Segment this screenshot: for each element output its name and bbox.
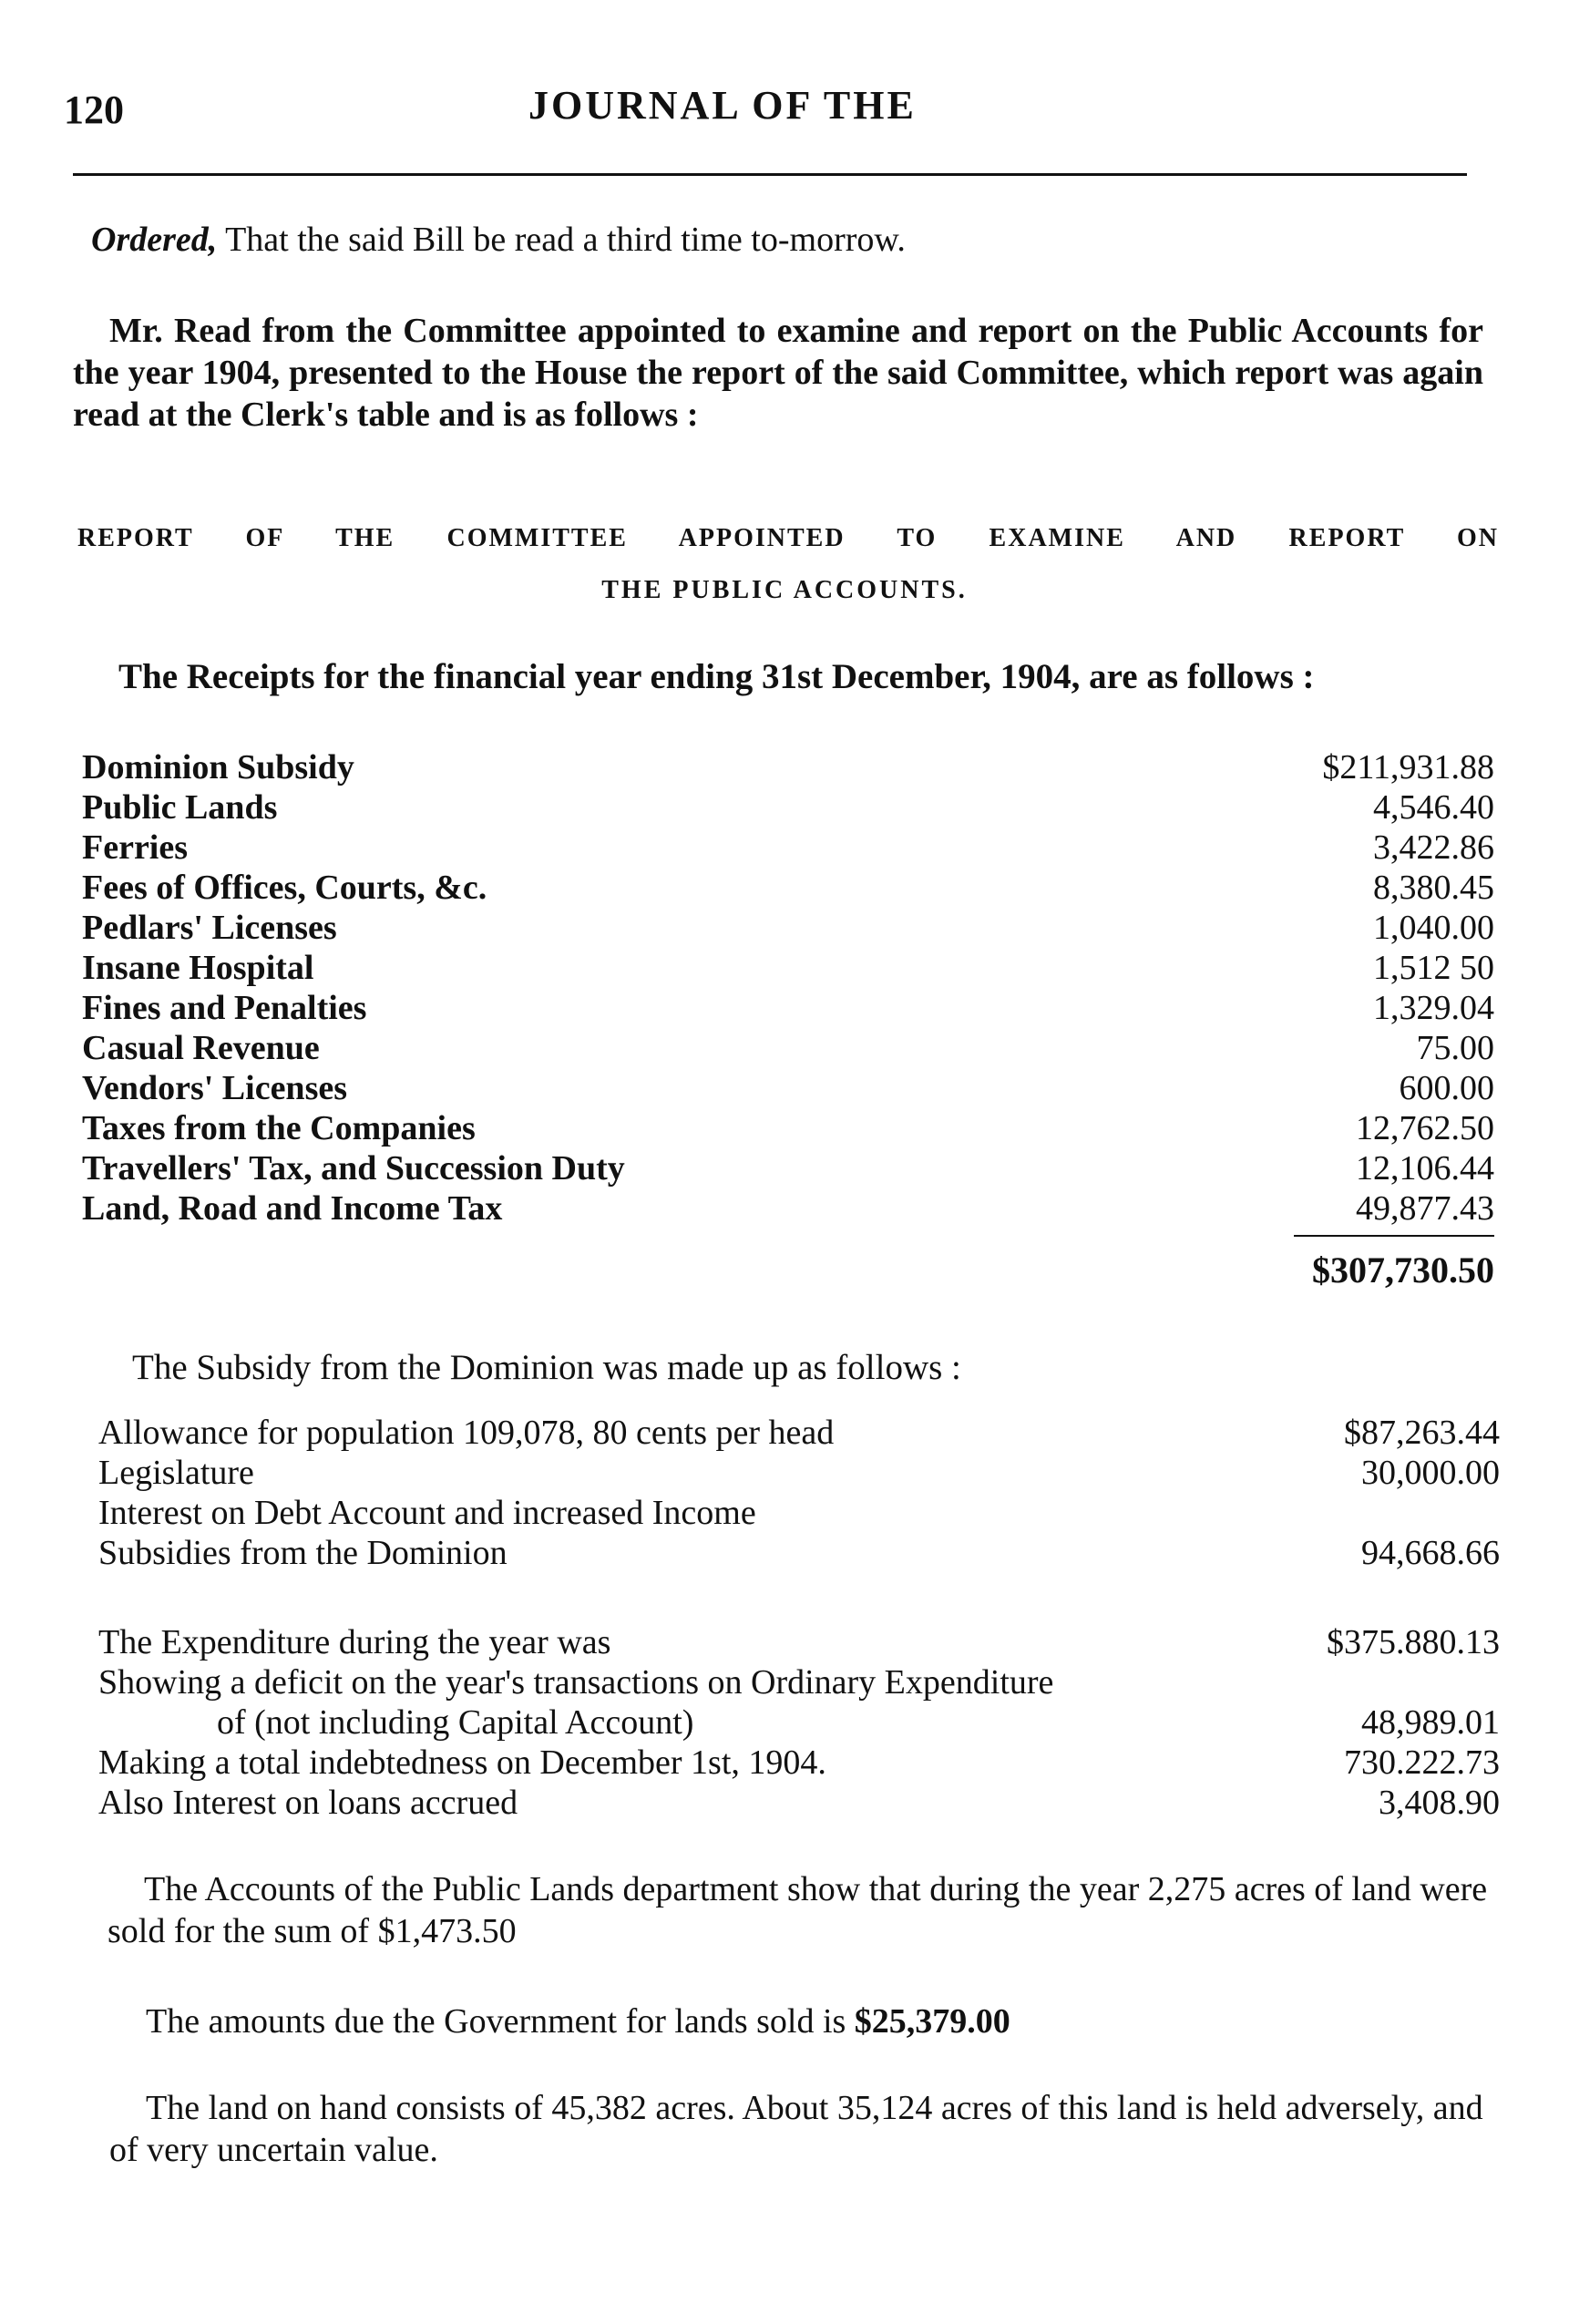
subsidy-intro: The Subsidy from the Dominion was made up as follows : xyxy=(132,1348,961,1387)
ordered-text: That the said Bill be read a third time to-morrow. xyxy=(217,221,906,259)
receipts-intro: The Receipts for the financial year ending 31st December, 1904, are as follows : xyxy=(118,657,1315,696)
expenditure-amount: 730.222.73 xyxy=(1344,1743,1500,1782)
receipt-amount: 12,762.50 xyxy=(1356,1109,1494,1147)
receipt-row xyxy=(82,1188,1494,1229)
report-heading-word: EXAMINE xyxy=(989,524,1125,552)
expenditure-label: of (not including Capital Account) xyxy=(217,1703,694,1742)
ordered-paragraph xyxy=(91,219,1458,261)
expenditure-label: Showing a deficit on the year's transactions on Ordinary Expenditure xyxy=(98,1663,1054,1702)
expenditure-row xyxy=(98,1702,1500,1743)
receipt-row xyxy=(82,988,1494,1028)
subsidy-row xyxy=(98,1493,1500,1533)
receipt-label: Public Lands xyxy=(82,788,278,827)
subsidy-amount: 30,000.00 xyxy=(1361,1454,1500,1492)
receipt-label: Insane Hospital xyxy=(82,949,314,987)
receipt-amount: 3,422.86 xyxy=(1373,828,1494,867)
subsidy-label: Interest on Debt Account and increased Income xyxy=(98,1494,756,1532)
report-heading-word: OF xyxy=(245,524,284,552)
receipts-total: $307,730.50 xyxy=(1312,1249,1494,1291)
expenditure-amount: 48,989.01 xyxy=(1361,1703,1500,1742)
receipt-amount: 1,512 50 xyxy=(1373,949,1494,987)
receipt-amount: 1,329.04 xyxy=(1373,989,1494,1027)
receipt-label: Fines and Penalties xyxy=(82,989,367,1027)
report-heading xyxy=(77,524,1499,553)
receipt-label: Fees of Offices, Courts, &c. xyxy=(82,869,487,907)
total-rule xyxy=(1294,1235,1494,1237)
subsidy-row xyxy=(98,1533,1500,1573)
report-heading-word: AND xyxy=(1175,524,1237,552)
receipt-amount: 8,380.45 xyxy=(1373,869,1494,907)
expenditure-label: Also Interest on loans accrued xyxy=(98,1784,518,1822)
receipt-label: Travellers' Tax, and Succession Duty xyxy=(82,1149,625,1188)
receipt-row xyxy=(82,868,1494,908)
receipt-amount: 4,546.40 xyxy=(1373,788,1494,827)
expenditure-amount: 3,408.90 xyxy=(1379,1784,1500,1822)
receipt-row xyxy=(82,908,1494,948)
receipt-amount: 1,040.00 xyxy=(1373,909,1494,947)
report-heading-word: COMMITTEE xyxy=(446,524,628,552)
receipt-label: Casual Revenue xyxy=(82,1029,320,1067)
header-rule xyxy=(73,173,1467,176)
report-heading-word: REPORT xyxy=(1288,524,1405,552)
expenditure-row xyxy=(98,1743,1500,1783)
report-heading-word: APPOINTED xyxy=(678,524,846,552)
receipt-row xyxy=(82,787,1494,828)
receipt-label: Dominion Subsidy xyxy=(82,748,354,787)
report-heading-word: TO xyxy=(897,524,938,552)
subsidy-amount: 94,668.66 xyxy=(1361,1534,1500,1572)
receipt-label: Taxes from the Companies xyxy=(82,1109,476,1147)
amounts-due-paragraph xyxy=(146,2000,1513,2042)
receipt-amount: 12,106.44 xyxy=(1356,1149,1494,1188)
receipt-amount: 49,877.43 xyxy=(1356,1189,1494,1228)
expenditure-table xyxy=(98,1622,1500,1823)
public-lands-paragraph: The Accounts of the Public Lands department show that during the year 2,275 acres of land were sold for the sum of $1,473.50 xyxy=(108,1870,1488,1950)
amounts-due-value: $25,379.00 xyxy=(854,2002,1010,2041)
expenditure-label: The Expenditure during the year was xyxy=(98,1623,611,1661)
mr-read-paragraph: Mr. Read from the Committee appointed to examine and report on the Public Accounts for the year 1904, presented to the House the report of the said Committee, which report was again read at the Clerk's table and is as follows : xyxy=(73,312,1483,434)
subsidy-amount: $87,263.44 xyxy=(1344,1414,1500,1452)
receipt-row xyxy=(82,1028,1494,1068)
receipt-label: Vendors' Licenses xyxy=(82,1069,348,1107)
subsidy-label: Subsidies from the Dominion xyxy=(98,1534,508,1572)
receipt-row xyxy=(82,1068,1494,1108)
receipt-row xyxy=(82,828,1494,868)
subsidy-row xyxy=(98,1413,1500,1453)
page-number: 120 xyxy=(64,87,124,132)
ordered-lead: Ordered, xyxy=(91,221,218,259)
receipt-amount: $211,931.88 xyxy=(1322,748,1494,787)
land-on-hand-paragraph: The land on hand consists of 45,382 acres. About 35,124 acres of this land is held adversely, and of very uncertain value. xyxy=(109,2089,1483,2169)
subsidy-label: Legislature xyxy=(98,1454,254,1492)
expenditure-row xyxy=(98,1783,1500,1823)
subsidy-row xyxy=(98,1453,1500,1493)
running-head: JOURNAL OF THE xyxy=(528,83,917,128)
receipt-label: Pedlars' Licenses xyxy=(82,909,337,947)
receipt-row xyxy=(82,747,1494,787)
report-heading-line-2: THE PUBLIC ACCOUNTS. xyxy=(601,576,968,604)
receipt-row xyxy=(82,1108,1494,1148)
receipt-amount: 600.00 xyxy=(1399,1069,1494,1107)
report-heading-word: REPORT xyxy=(77,524,194,552)
expenditure-row xyxy=(98,1622,1500,1662)
receipt-amount: 75.00 xyxy=(1416,1029,1494,1067)
subsidy-table xyxy=(98,1413,1500,1573)
expenditure-row xyxy=(98,1662,1500,1702)
subsidy-label: Allowance for population 109,078, 80 cents per head xyxy=(98,1414,835,1452)
expenditure-label: Making a total indebtedness on December 1st, 1904. xyxy=(98,1743,826,1782)
receipt-row xyxy=(82,948,1494,988)
report-heading-word: ON xyxy=(1457,524,1499,552)
receipt-label: Land, Road and Income Tax xyxy=(82,1189,503,1228)
receipts-table xyxy=(82,747,1494,1229)
receipt-row xyxy=(82,1148,1494,1188)
expenditure-amount: $375.880.13 xyxy=(1327,1623,1500,1661)
receipt-label: Ferries xyxy=(82,828,189,867)
report-heading-word: THE xyxy=(335,524,395,552)
amounts-due-text: The amounts due the Government for lands sold is xyxy=(146,2002,855,2041)
